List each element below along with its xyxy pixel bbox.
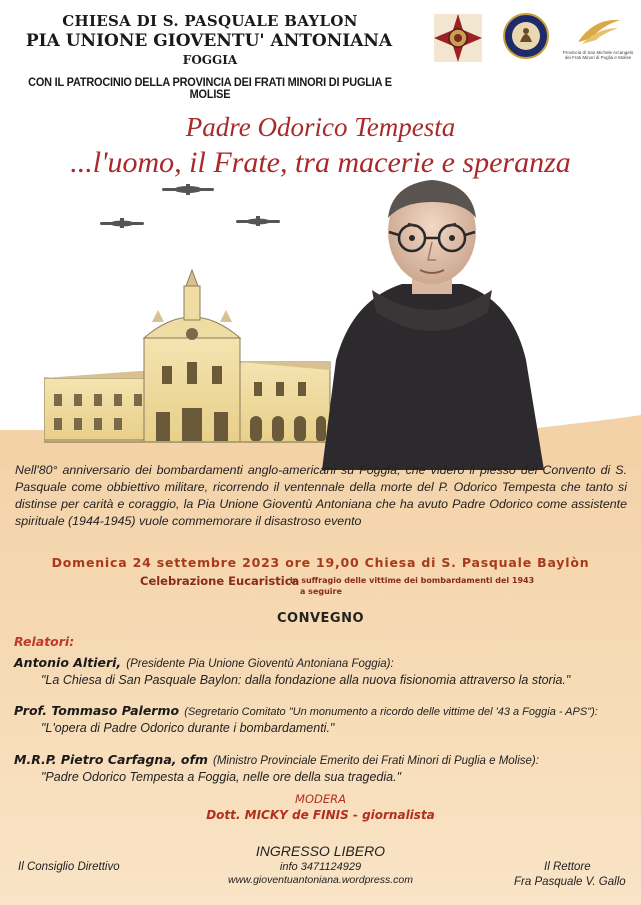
city-name: FOGGIA — [182, 53, 238, 67]
website-link[interactable]: www.gioventuantoniana.wordpress.com — [227, 874, 414, 886]
intro-paragraph: Nell'80° anniversario dei bombardamenti anglo-americani su Foggia, che videro il plesso del Convento di S. Pasquale come obbiettivo militare, ricorrendo il ventennale della morte del P. Odorico Tempesta che tanto si distinse per carità e coraggio, la Pia Unione Gioventù Antoniana che ha avuto Padre Odorico come assistente spirituale (1944-1945) vuole commemorare il disastroso evento — [15, 463, 627, 528]
free-entry: INGRESSO LIBERO — [255, 843, 386, 859]
round-seal-logo — [502, 12, 550, 60]
relatori-label: Relatori: — [14, 634, 75, 649]
speaker-talk: "La Chiesa di San Pasquale Baylon: dalla fondazione alla nuova fisionomia attraverso la storia." — [41, 673, 571, 687]
convegno-heading: CONVEGNO — [276, 611, 364, 626]
speaker-name: Prof. Tommaso Palermo — [14, 703, 180, 718]
church-illustration — [44, 266, 334, 456]
church-name: CHIESA DI S. PASQUALE BAYLON — [62, 12, 358, 30]
speaker-talk: "L'opera di Padre Odorico durante i bombardamenti." — [41, 721, 335, 735]
speaker-name: Antonio Altieri, — [14, 655, 122, 670]
celebration-note: in suffragio delle vittime dei bombardamenti del 1943 — [290, 576, 535, 585]
celebration-title: Celebrazione Eucaristica — [140, 574, 300, 588]
organization-name: PIA UNIONE GIOVENTU' ANTONIANA — [25, 31, 393, 51]
province-logo-caption: Provincia di San Michele Arcangelo dei Frati Minori di Puglia e Molise — [562, 50, 634, 60]
rector-title: Il Rettore — [544, 861, 591, 873]
speaker-block — [14, 700, 638, 735]
rector-name: Fra Pasquale V. Gallo — [514, 876, 626, 888]
modera-label: MODERA — [295, 792, 346, 806]
province-wing-logo — [572, 14, 624, 48]
speaker-name: M.R.P. Pietro Carfagna, ofm — [14, 752, 208, 767]
speaker-block — [14, 749, 634, 784]
left-signature: Il Consiglio Direttivo — [18, 861, 120, 873]
friar-portrait — [312, 180, 552, 470]
contact-info: info 3471124929 — [279, 861, 362, 873]
speaker-role: (Ministro Provinciale Emerito dei Frati Minori di Puglia e Molise): — [213, 755, 539, 767]
followup-note: a seguire — [300, 587, 342, 596]
moderator-name: Dott. MICKY de FINIS - giornalista — [206, 808, 435, 822]
franciscan-cross-logo — [430, 10, 486, 66]
event-date-line: Domenica 24 settembre 2023 ore 19,00 Chiesa di S. Pasquale Baylòn — [51, 555, 590, 570]
speaker-role: (Segretario Comitato "Un monumento a ricordo delle vittime del '43 a Foggia - APS"): — [184, 706, 598, 718]
speaker-talk: "Padre Odorico Tempesta a Foggia, nelle ore della sua tragedia." — [41, 770, 402, 784]
patronage-line: CON IL PATROCINIO DELLA PROVINCIA DEI FRATI MINORI DI PUGLIA E MOLISE — [28, 77, 392, 101]
event-title: Padre Odorico Tempesta — [185, 112, 456, 142]
bomber-planes-illustration — [100, 180, 290, 240]
speaker-role: (Presidente Pia Unione Gioventù Antoniana Foggia): — [126, 658, 394, 670]
speaker-block — [14, 652, 634, 687]
event-subtitle: ...l'uomo, il Frate, tra macerie e speranza — [70, 146, 571, 179]
